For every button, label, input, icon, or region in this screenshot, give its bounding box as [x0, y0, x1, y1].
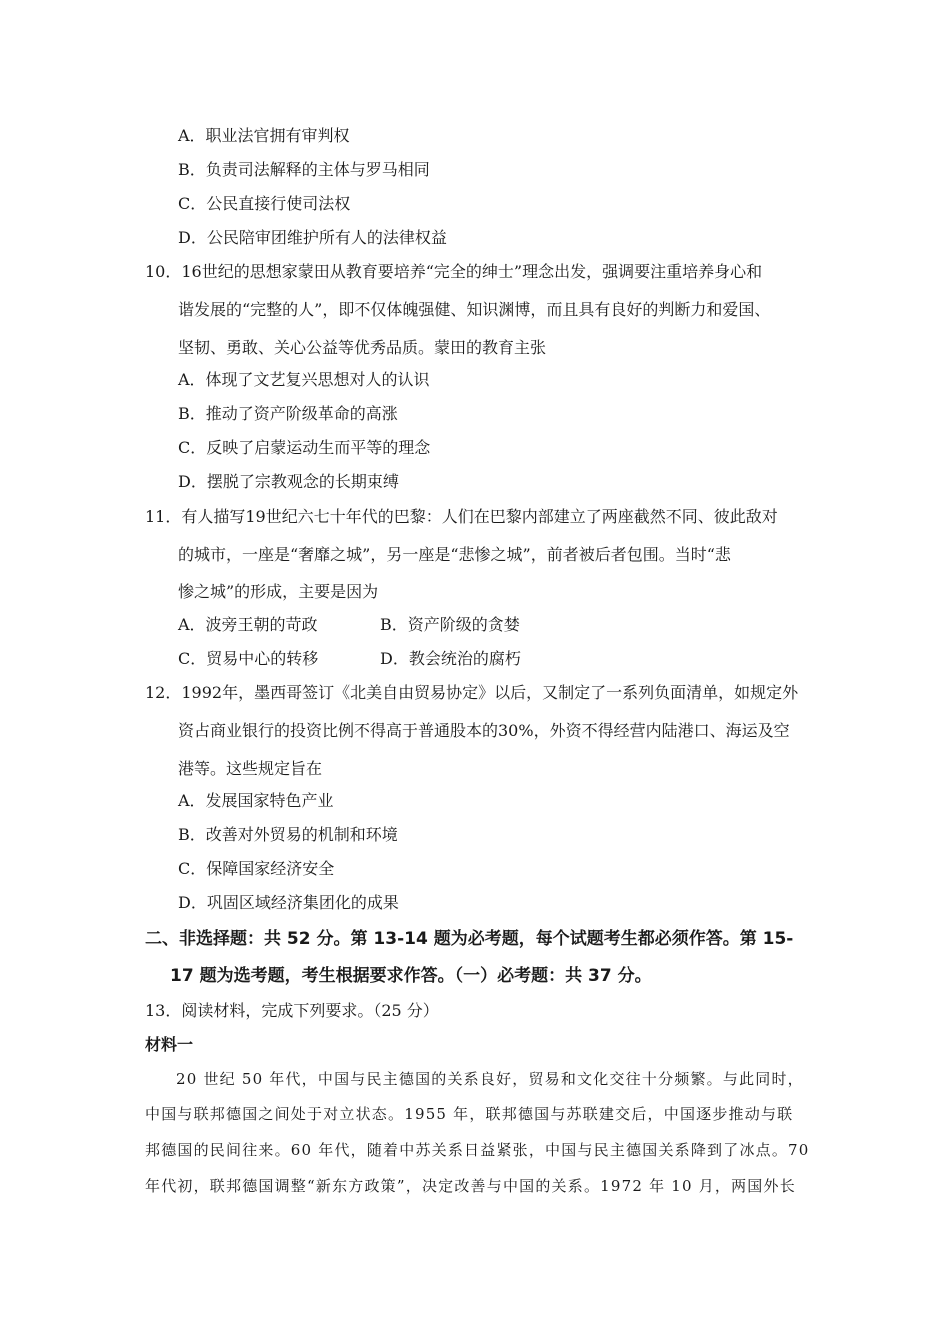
- material-1-paragraph-line2: 中国与联邦德国之间处于对立状态。1955 年，联邦德国与苏联建交后，中国逐步推动与联: [145, 1105, 794, 1123]
- q12-option-b: B．改善对外贸易的机制和环境: [178, 825, 398, 844]
- q11-option-d: D．教会统治的腐朽: [380, 649, 521, 668]
- q11-option-b: B．资产阶级的贪婪: [380, 615, 520, 634]
- q10-option-b: B．推动了资产阶级革命的高涨: [178, 404, 398, 423]
- q11-stem-line1: 11．有人描写19世纪六七十年代的巴黎：人们在巴黎内部建立了两座截然不同、彼此敌对: [145, 507, 778, 526]
- q12-stem-line3: 港等。这些规定旨在: [178, 759, 323, 778]
- q9-option-c: C．公民直接行使司法权: [178, 194, 351, 213]
- material-1-paragraph-line3: 邦德国的民间往来。60 年代，随着中苏关系日益紧张，中国与民主德国关系降到了冰点。70: [145, 1141, 810, 1159]
- q10-option-c: C．反映了启蒙运动生而平等的理念: [178, 438, 431, 457]
- q10-stem-line2: 谐发展的“完整的人”，即不仅体魄强健、知识渊博，而且具有良好的判断力和爱国、: [178, 300, 771, 319]
- q10-option-d: D．摆脱了宗教观念的长期束缚: [178, 472, 399, 491]
- section2-heading-line1: 二、非选择题：共 52 分。第 13-14 题为必考题，每个试题考生都必须作答。第 15-: [145, 929, 794, 949]
- material-1-paragraph-line1: 20 世纪 50 年代，中国与民主德国的关系良好，贸易和文化交往十分频繁。与此同时，: [176, 1070, 804, 1088]
- q9-option-d: D．公民陪审团维护所有人的法律权益: [178, 228, 447, 247]
- q9-option-a: A．职业法官拥有审判权: [178, 126, 350, 145]
- q12-stem-line1: 12．1992年，墨西哥签订《北美自由贸易协定》以后，又制定了一系列负面清单，如规定外: [145, 683, 799, 702]
- q11-option-a: A．波旁王朝的苛政: [178, 615, 318, 634]
- q9-option-b: B．负责司法解释的主体与罗马相同: [178, 160, 430, 179]
- q11-option-c: C．贸易中心的转移: [178, 649, 319, 668]
- section2-heading-line2: 17 题为选考题，考生根据要求作答。（一）必考题：共 37 分。: [170, 966, 652, 986]
- q11-stem-line3: 惨之城”的形成，主要是因为: [178, 582, 379, 601]
- material-1-paragraph-line4: 年代初，联邦德国调整“新东方政策”，决定改善与中国的关系。1972 年 10 月，两国外长: [145, 1177, 796, 1195]
- q10-option-a: A．体现了文艺复兴思想对人的认识: [178, 370, 430, 389]
- q12-option-a: A．发展国家特色产业: [178, 791, 334, 810]
- q11-stem-line2: 的城市，一座是“奢靡之城”，另一座是“悲惨之城”，前者被后者包围。当时“悲: [178, 545, 731, 564]
- material-1-label: 材料一: [145, 1035, 194, 1054]
- q12-stem-line2: 资占商业银行的投资比例不得高于普通股本的30%，外资不得经营内陆港口、海运及空: [178, 721, 790, 740]
- q12-option-d: D．巩固区域经济集团化的成果: [178, 893, 399, 912]
- q13-title: 13．阅读材料，完成下列要求。（25 分）: [145, 1001, 439, 1020]
- q12-option-c: C．保障国家经济安全: [178, 859, 335, 878]
- q10-stem-line1: 10．16世纪的思想家蒙田从教育要培养“完全的绅士”理念出发，强调要注重培养身心和: [145, 262, 763, 281]
- q10-stem-line3: 坚韧、勇敢、关心公益等优秀品质。蒙田的教育主张: [178, 338, 547, 357]
